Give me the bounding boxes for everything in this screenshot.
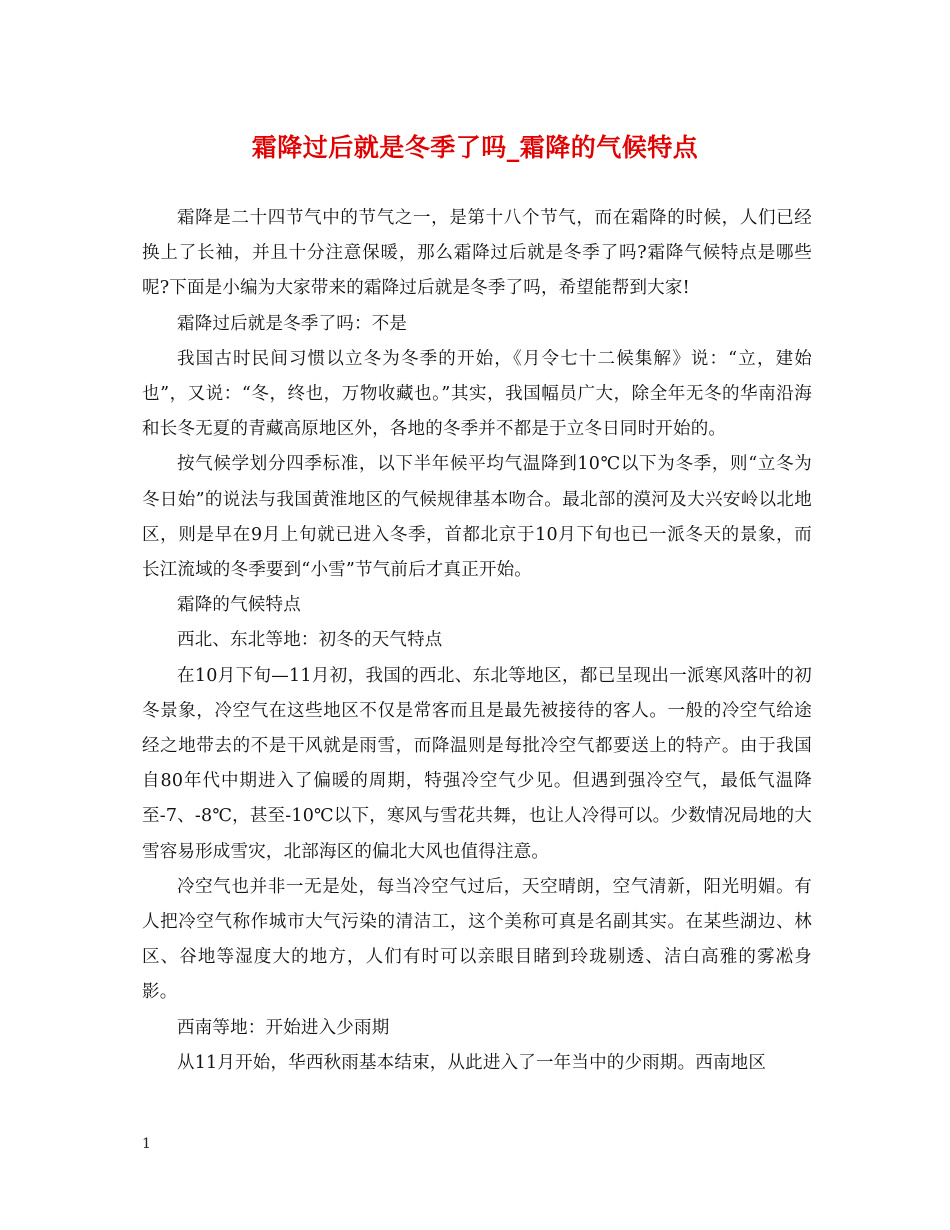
document-body <box>142 201 812 1081</box>
paragraph-answer: 霜降过后就是冬季了吗：不是 <box>177 313 408 334</box>
paragraph-early-winter: 在10月下旬—11月初，我国的西北、东北等地区，都已呈现出一派寒风落叶的初冬景象，冷空气在这些地区不仅是常客而且是最先被接待的客人。一般的冷空气给途经之地带去的不是干风就是雨雪，而降温则是每批冷空气都要送上的特产。由于我国自80年代中期进入了偏暖的周期，特强冷空气少见。但遇到强冷空气，最低气温降至-7、-8℃，甚至-10℃以下，寒风与雪花共舞，也让人冷得可以。少数情况局地的大雪容易形成雪灾，北部海区的偏北大风也值得注意。 <box>142 665 812 862</box>
subheading-southwest: 西南等地：开始进入少雨期 <box>177 1017 390 1038</box>
paragraph-climate-standard: 按气候学划分四季标准，以下半年候平均气温降到10℃以下为冬季，则“立冬为冬日始”的说法与我国黄淮地区的气候规律基本吻合。最北部的漠河及大兴安岭以北地区，则是早在9月上旬就已进入冬季，首都北京于10月下旬也已一派冬天的景象，而长江流域的冬季要到“小雪”节气前后才真正开始。 <box>142 454 812 581</box>
paragraph-ancient-custom: 我国古时民间习惯以立冬为冬季的开始，《月令七十二候集解》说：“立，建始也”，又说：“冬，终也，万物收藏也。”其实，我国幅员广大，除全年无冬的华南沿海和长冬无夏的青藏高原地区外，各地的冬季并不都是于立冬日同时开始的。 <box>142 348 812 440</box>
paragraph-intro: 霜降是二十四节气中的节气之一，是第十八个节气，而在霜降的时候，人们已经换上了长袖，并且十分注意保暖，那么霜降过后就是冬季了吗?霜降气候特点是哪些呢?下面是小编为大家带来的霜降过后就是冬季了吗，希望能帮到大家! <box>142 208 812 299</box>
document-title: 霜降过后就是冬季了吗_霜降的气候特点 <box>251 133 699 162</box>
paragraph-dry-season: 从11月开始，华西秋雨基本结束，从此进入了一年当中的少雨期。西南地区 <box>177 1052 767 1073</box>
page-number: 1 <box>142 1136 151 1152</box>
subheading-northwest-northeast: 西北、东北等地：初冬的天气特点 <box>177 630 443 651</box>
paragraph-cold-air: 冷空气也并非一无是处，每当冷空气过后，天空晴朗，空气清新，阳光明媚。有人把冷空气称作城市大气污染的清洁工，这个美称可真是名副其实。在某些湖边、林区、谷地等湿度大的地方，人们有时可以亲眼目睹到玲珑剔透、洁白高雅的雾凇身影。 <box>142 876 812 1003</box>
section-heading-climate: 霜降的气候特点 <box>177 595 301 616</box>
